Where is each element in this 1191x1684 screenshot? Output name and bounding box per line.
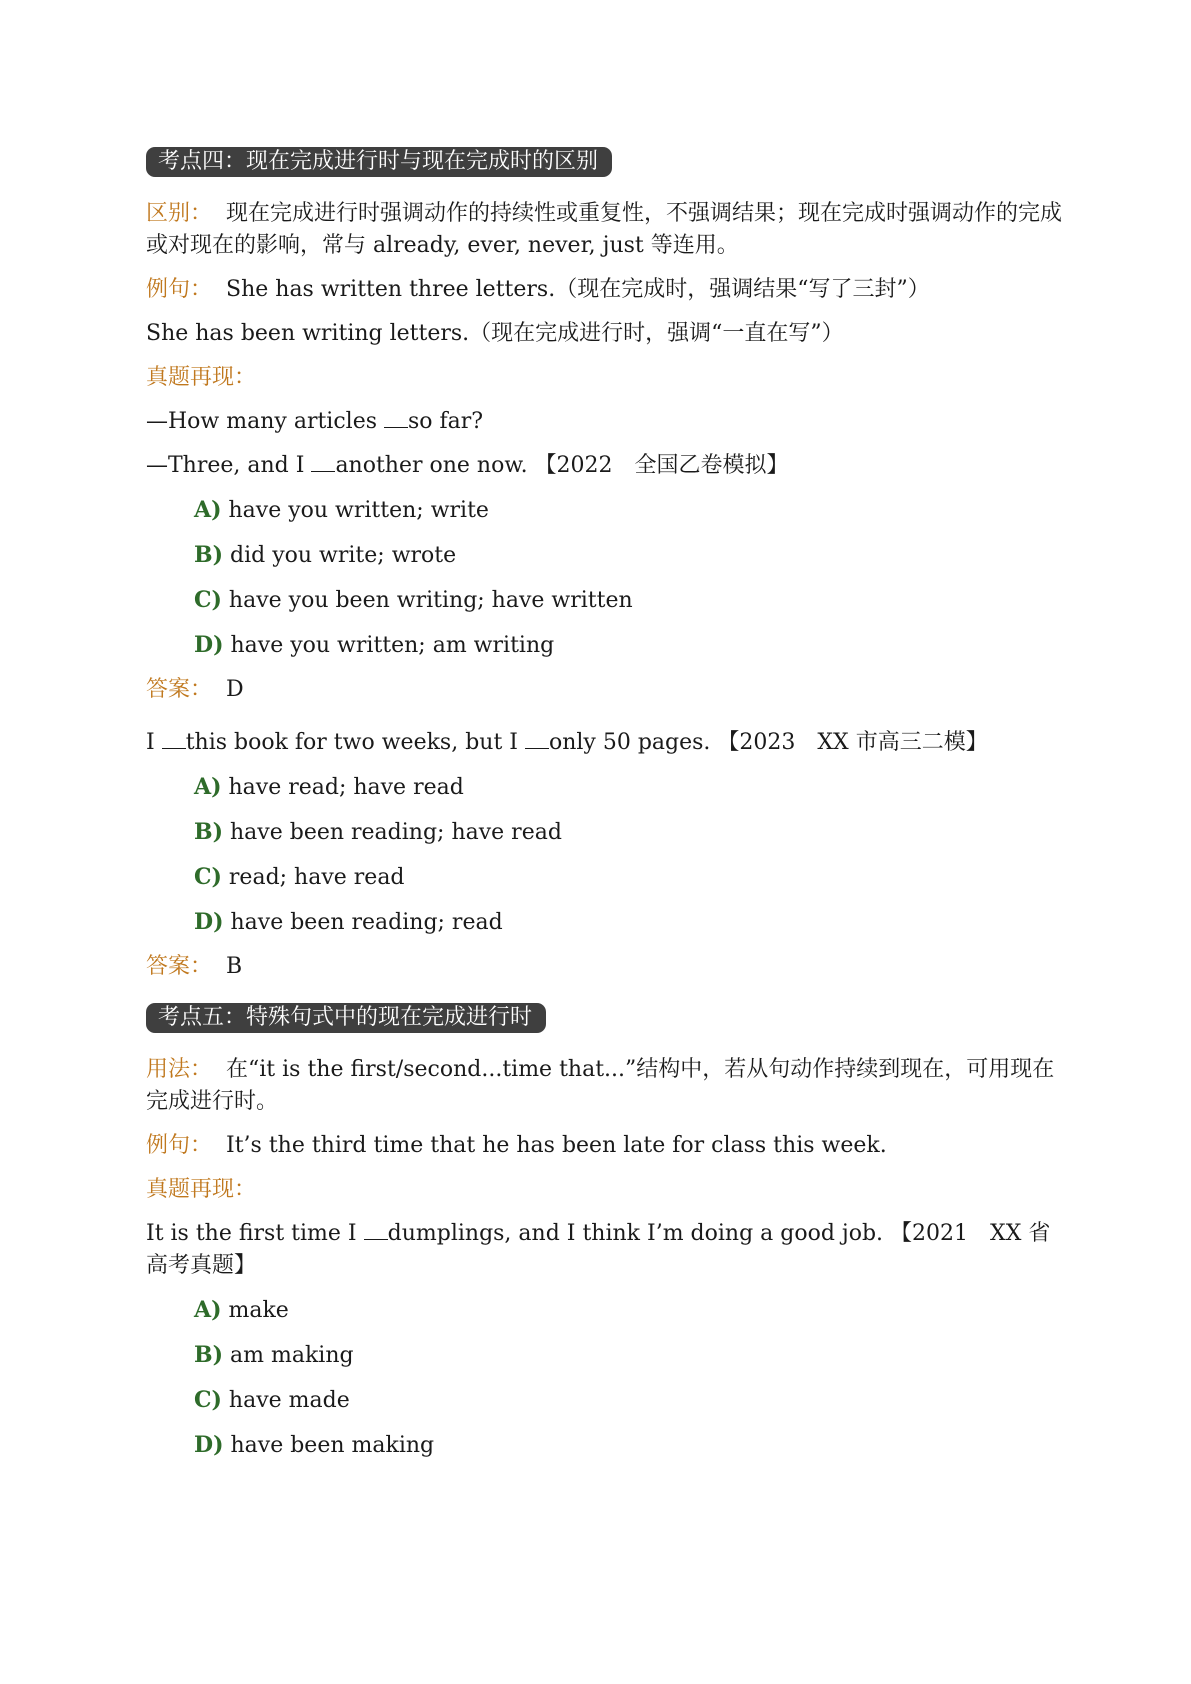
question-1-line-1: —How many articles so far? <box>146 409 484 434</box>
answer-1 <box>146 674 1066 706</box>
answer-blank <box>525 730 549 749</box>
answer-blank <box>384 409 408 428</box>
answer-value: B <box>226 954 243 979</box>
option-a: A) have you written; write <box>194 497 489 523</box>
question-3: It is the first time I dumplings, and I think I’m doing a good job. 【2021 XX 省高考真题】 <box>146 1221 1051 1278</box>
section4-header <box>146 146 1066 178</box>
option-c: C) read; have read <box>194 864 405 890</box>
section5-header <box>146 1002 1066 1034</box>
section-badge: 考点五：特殊句式中的现在完成进行时 <box>146 1003 546 1033</box>
example-sentence-1: She has written three letters.（现在完成时，强调结果“写了三封”） <box>226 277 930 302</box>
difference-paragraph <box>146 198 1066 262</box>
answer-2 <box>146 951 1066 983</box>
real-exam-label: 真题再现： <box>146 1177 257 1202</box>
real-exam-label: 真题再现： <box>146 365 257 390</box>
option-d: D) have been making <box>194 1432 435 1458</box>
answer-label: 答案： <box>146 677 213 702</box>
answer-blank <box>364 1221 388 1240</box>
option-d: D) have you written; am writing <box>194 632 555 658</box>
answer-blank <box>162 730 186 749</box>
difference-label: 区别： <box>146 201 213 226</box>
example-label: 例句： <box>146 277 213 302</box>
document-page <box>146 146 1066 1462</box>
difference-text: 现在完成进行时强调动作的持续性或重复性，不强调结果；现在完成时强调动作的完成或对现在的影响，常与 already, ever, never, just 等连用。 <box>146 201 1063 258</box>
answer-label: 答案： <box>146 954 213 979</box>
example-paragraph <box>146 274 1066 306</box>
usage-paragraph <box>146 1054 1066 1118</box>
answer-blank <box>311 453 335 472</box>
usage-text: 在“it is the first/second...time that...”结构中，若从句动作持续到现在，可用现在完成进行时。 <box>146 1057 1055 1114</box>
example-sentence: It’s the third time that he has been late for class this week. <box>226 1133 887 1158</box>
question-1-line-2: —Three, and I another one now. 【2022 全国乙卷模拟】 <box>146 453 789 478</box>
example-paragraph <box>146 1130 1066 1162</box>
example-sentence-2: She has been writing letters.（现在完成进行时，强调“一直在写”） <box>146 321 844 346</box>
option-a: A) make <box>194 1297 289 1323</box>
option-b: B) did you write; wrote <box>194 542 457 568</box>
option-b: B) have been reading; have read <box>194 819 562 845</box>
usage-label: 用法： <box>146 1057 213 1082</box>
question-2: I this book for two weeks, but I only 50 pages. 【2023 XX 市高三二模】 <box>146 730 988 755</box>
option-b: B) am making <box>194 1342 354 1368</box>
example-label: 例句： <box>146 1133 213 1158</box>
section-badge: 考点四：现在完成进行时与现在完成时的区别 <box>146 147 612 177</box>
option-c: C) have you been writing; have written <box>194 587 633 613</box>
option-d: D) have been reading; read <box>194 909 503 935</box>
answer-value: D <box>226 677 244 702</box>
option-a: A) have read; have read <box>194 774 464 800</box>
option-c: C) have made <box>194 1387 350 1413</box>
